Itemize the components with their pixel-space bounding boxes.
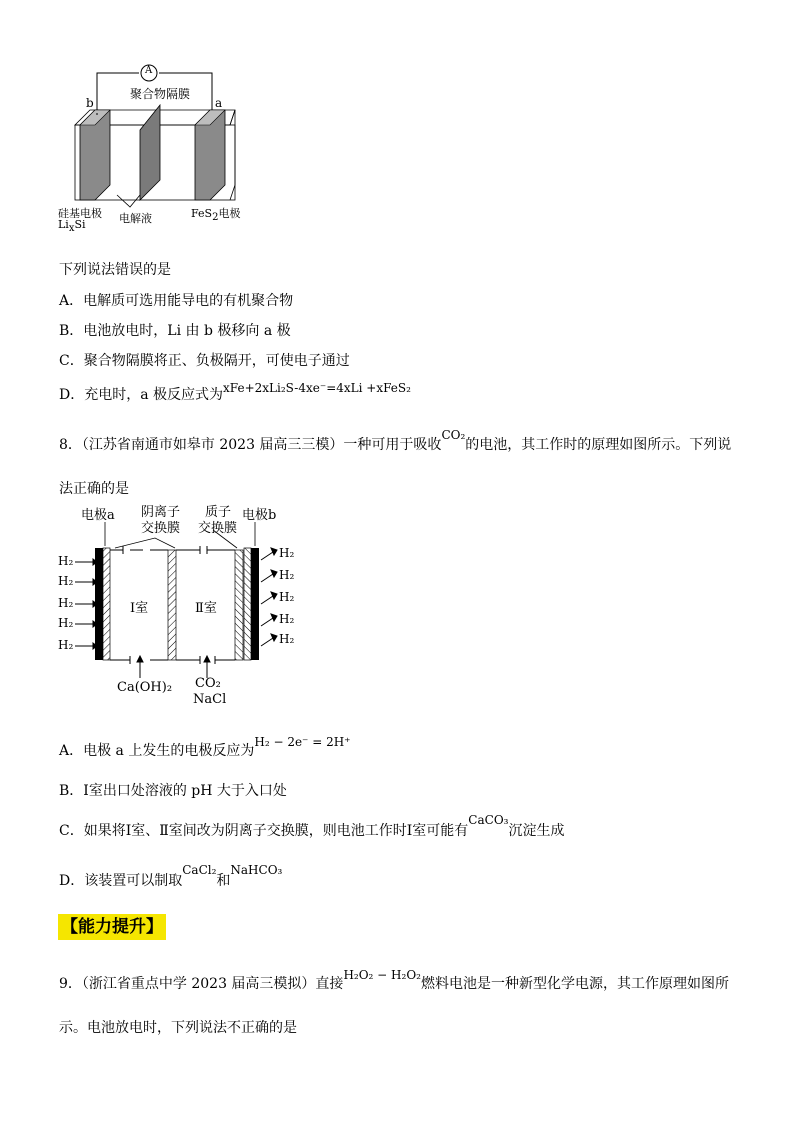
room-1-label: Ⅰ室 <box>130 601 149 616</box>
section-heading: 【能力提升】 <box>58 914 166 940</box>
q8-stem-line2: 法正确的是 <box>59 481 129 497</box>
electrode-a-label: 电极a <box>81 508 115 523</box>
electrode-b-label: 电极b <box>242 508 277 523</box>
left-h2-1: H₂ <box>58 554 74 568</box>
anion-membrane-label-2: 交换膜 <box>141 521 181 536</box>
co2-cell-diagram-svg <box>55 500 315 710</box>
q8-option-d-formula-1: CaCl₂ <box>182 863 217 877</box>
figure-co2-cell-diagram <box>55 500 315 710</box>
q8-option-a-formula: H₂ − 2e⁻ = 2H⁺ <box>254 735 351 749</box>
left-h2-5: H₂ <box>58 638 74 652</box>
q7-option-d: D．充电时，a 极反应式为xFe+2xLi₂S-4xe⁻=4xLi +xFeS₂ <box>59 381 411 403</box>
proton-membrane-label-1: 质子 <box>205 505 232 520</box>
q7-option-a: A．电解质可选用能导电的有机聚合物 <box>59 293 294 309</box>
left-electrode-label: 硅基电极 <box>58 207 102 220</box>
electrolyte-label: 电解液 <box>119 212 152 225</box>
q8-stem-formula: CO₂ <box>441 428 466 442</box>
q8-stem: 8．（江苏省南通市如皋市 2023 届高三三模）一种可用于吸收CO₂的电池，其工作时的原理如图所示。下列说 <box>59 428 732 453</box>
q7-stem: 下列说法错误的是 <box>59 262 171 278</box>
membrane-label: 聚合物隔膜 <box>130 87 191 101</box>
electrode-a-label: a <box>215 96 223 110</box>
right-h2-2: H₂ <box>279 568 295 582</box>
inlet-co2-label: CO₂ <box>195 676 221 691</box>
right-h2-5: H₂ <box>279 632 295 646</box>
inlet-caoh2-label: Ca(OH)₂ <box>117 680 173 695</box>
q8-option-d: D．该装置可以制取CaCl₂和NaHCO₃ <box>59 863 283 889</box>
q8-option-a: A．电极 a 上发生的电极反应为H₂ − 2e⁻ = 2H⁺ <box>59 735 351 759</box>
right-electrode-label: FeS2电极 <box>191 207 241 224</box>
anion-membrane-label-1: 阴离子 <box>141 505 181 520</box>
right-h2-3: H₂ <box>279 590 295 604</box>
q9-stem-formula: H₂O₂ − H₂O₂ <box>343 968 421 982</box>
q9-stem: 9．（浙江省重点中学 2023 届高三模拟）直接H₂O₂ − H₂O₂燃料电池是一种新型化学电源，其工作原理如图所 <box>59 968 729 992</box>
left-h2-2: H₂ <box>58 574 74 588</box>
q8-option-d-formula-2: NaHCO₃ <box>230 863 283 877</box>
left-h2-4: H₂ <box>58 616 74 630</box>
q9-stem-line2: 示。电池放电时，下列说法不正确的是 <box>59 1020 297 1036</box>
electrode-b-label: b <box>86 96 94 110</box>
inlet-nacl-label: NaCl <box>193 692 227 707</box>
right-h2-1: H₂ <box>279 546 295 560</box>
q8-option-c-formula: CaCO₃ <box>468 813 509 827</box>
left-electrode-formula: LixSi <box>58 218 86 235</box>
q7-option-b: B．电池放电时，Li 由 b 极移向 a 极 <box>59 323 291 339</box>
q7-option-c: C．聚合物隔膜将正、负极隔开，可使电子通过 <box>59 353 350 369</box>
q8-option-c: C．如果将Ⅰ室、Ⅱ室间改为阴离子交换膜，则电池工作时Ⅰ室可能有CaCO₃沉淀生成 <box>59 813 565 839</box>
left-h2-3: H₂ <box>58 596 74 610</box>
proton-membrane-label-2: 交换膜 <box>198 521 238 536</box>
q7-option-d-formula: xFe+2xLi₂S-4xe⁻=4xLi +xFeS₂ <box>223 381 411 395</box>
room-2-label: Ⅱ室 <box>195 601 217 616</box>
q8-option-b: B．Ⅰ室出口处溶液的 pH 大于入口处 <box>59 783 287 799</box>
right-h2-4: H₂ <box>279 612 295 626</box>
ammeter-label: A <box>145 65 153 76</box>
figure-battery-diagram <box>55 55 255 235</box>
